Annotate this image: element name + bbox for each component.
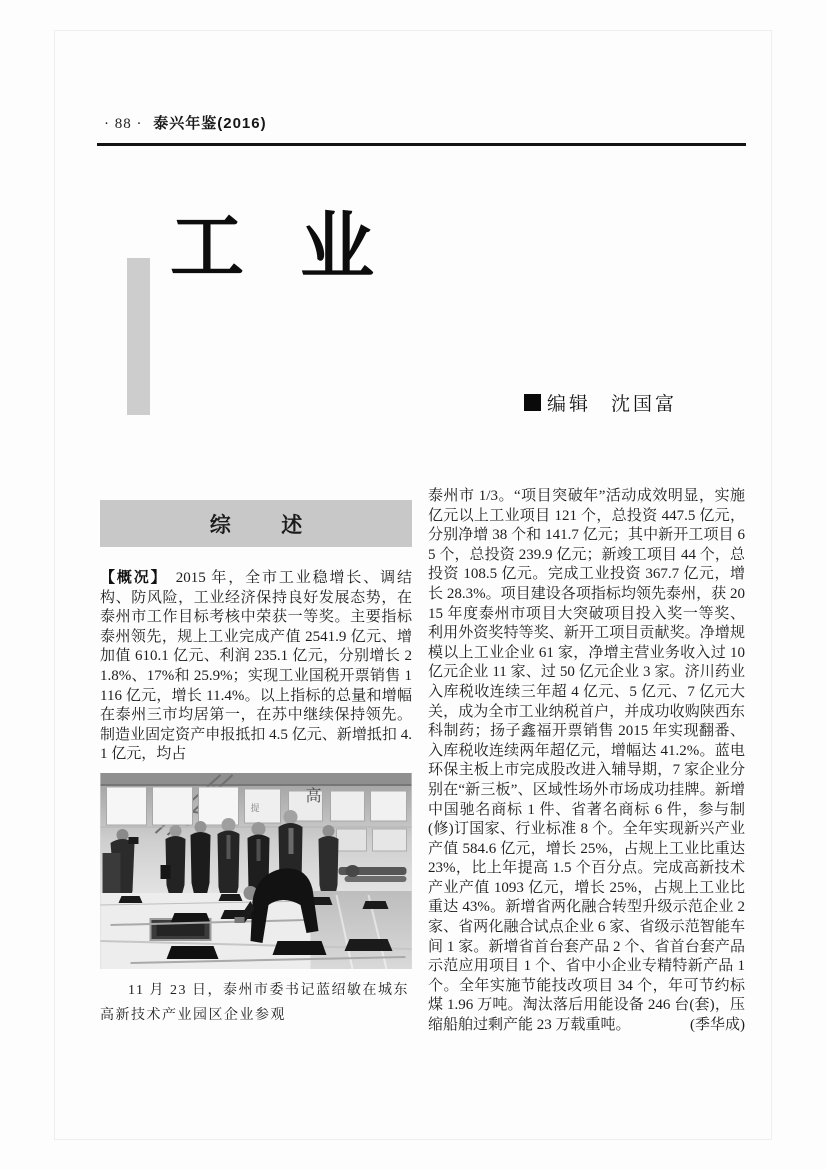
overview-text: 2015 年，全市工业稳增长、调结构、防风险，工业经济保持良好发展态势，在泰州市工作目标考核中荣获一等奖。主要指标泰州领先，规上工业完成产值 2541.9 亿元、增加值 610.1 亿元、利润 235.1 亿元，分别增长 21.8%、17%和 25.9%；实现工业国税开票销售 1116 亿元，增长 11.4%。以上指标的总量和增幅在泰州三市均居第一，在苏中继续保持领先。制造业固定资产申报抵扣 4.5 亿元、新增抵扣 4.1 亿元，均占 xyxy=(100,570,412,763)
page-header xyxy=(104,112,746,133)
book-title: 泰兴年鉴(2016) xyxy=(153,115,267,132)
chapter-title-char-1: 工 xyxy=(170,207,244,289)
section-header xyxy=(100,500,412,547)
photo-caption: 11 月 23 日，泰州市委书记蓝绍敏在城东高新技术产业园区企业参观 xyxy=(100,982,409,1023)
left-column xyxy=(100,500,412,1028)
header-rule xyxy=(97,143,746,146)
author-attribution: (季华成) xyxy=(690,1017,745,1034)
section-header-char-1: 综 xyxy=(209,513,231,537)
wall-banner-char: 高 xyxy=(305,787,322,805)
editor-label: 编辑 xyxy=(547,394,592,415)
machinery xyxy=(339,865,407,882)
photo xyxy=(100,773,412,969)
overview-paragraph xyxy=(100,568,412,765)
chapter-title xyxy=(170,208,374,289)
right-column xyxy=(428,487,745,1036)
chapter-title-char-2: 业 xyxy=(300,207,374,289)
wall-banner-char-small: 提 xyxy=(250,802,260,813)
page-number: · 88 · xyxy=(104,116,143,132)
continuation-text: 泰州市 1/3。“项目突破年”活动成效明显，实施亿元以上工业项目 121 个，总投资 447.5 亿元，分别净增 38 个和 141.7 亿元；其中新开工项目 65 个，总投资 239.9 亿元；新竣工项目 44 个，总投资 108.5 亿元。完成工业投资 367.7 亿元，增长 28.3%。项目建设各项指标均领先泰州，获 2015 年度泰州市项目大突破项目投入奖一等奖、利用外资奖特等奖、新开工项目贡献奖。净增规模以上工业企业 61 家，净增主营业务收入过 10 亿元企业 11 家、过 50 亿元企业 3 家。济川药业入库税收连续三年超 4 亿元、5 亿元、7 亿元大关，成为全市工业纳税首户，并成功收购陕西东科制药；扬子鑫福开票销售 2015 年实现翻番、入库税收连续两年超亿元，增幅达 41.2%。蓝电环保主板上市完成股改进入辅导期，7 家企业分别在“新三板”、区域性场外市场成功挂牌。新增中国驰名商标 1 件、省著名商标 6 件，参与制(修)订国家、行业标准 8 个。全年实现新兴产业产值 584.6 亿元，增长 25%，占规上工业比重达 23%，比上年提高 1.5 个百分点。完成高新技术产业产值 1093 亿元，增长 25%，占规上工业比重达 43%。新增省两化融合转型升级示范企业 2 家、省两化融合试点企业 6 家、省级示范智能车间 1 家。新增省首台套产品 2 个、省首台套产品示范应用项目 1 个、省中小企业专精特新产品 1 个。全年实施节能技改项目 34 个，年可节约标煤 1.96 万吨。淘汰落后用能设备 246 台(套)，压缩船舶过剩产能 23 万载重吨。 xyxy=(428,488,745,1034)
editor-credit xyxy=(524,389,677,416)
black-square-icon xyxy=(524,394,541,411)
overview-label: 【概况】 xyxy=(100,569,168,586)
factory-visit-photo xyxy=(100,773,412,969)
continuation-paragraph xyxy=(428,487,745,1036)
title-decoration-bar xyxy=(127,258,150,415)
editor-name: 沈国富 xyxy=(611,394,678,415)
section-header-char-2: 述 xyxy=(281,513,303,537)
